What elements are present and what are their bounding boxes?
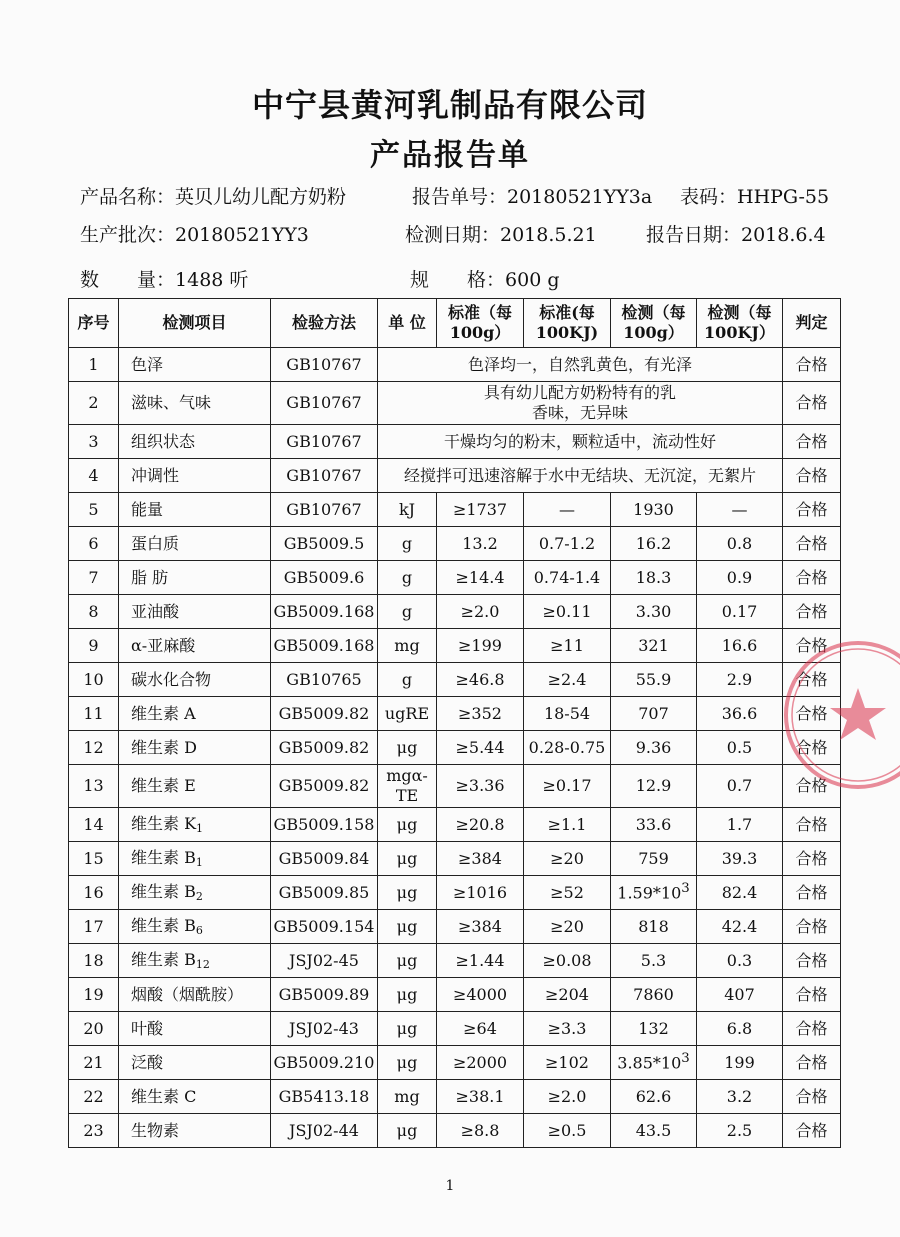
row-number: 16: [69, 876, 119, 910]
spec-value: 600 g: [505, 269, 560, 291]
standard-per-100g: ≥8.8: [437, 1114, 524, 1148]
table-row: [69, 697, 841, 731]
standard-per-100kj: ≥0.11: [524, 595, 611, 629]
row-number: 12: [69, 731, 119, 765]
standard-per-100kj: 0.74-1.4: [524, 561, 611, 595]
test-method: GB5009.168: [271, 595, 378, 629]
standard-per-100kj: ≥11: [524, 629, 611, 663]
test-per-100g-value: 759: [638, 848, 669, 868]
unit: mg: [378, 1080, 437, 1114]
test-per-100kj: 39.3: [697, 842, 783, 876]
test-item-subscript: 1: [195, 855, 203, 869]
requirement-text: 经搅拌可迅速溶解于水中无结块、无沉淀，无絮片: [403, 465, 756, 485]
table-row: [69, 629, 841, 663]
table-row: [69, 348, 841, 382]
requirement-text: 色泽均一，自然乳黄色，有光泽: [467, 354, 692, 374]
unit: μg: [378, 910, 437, 944]
requirement-description: [378, 425, 783, 459]
test-method: GB10767: [271, 459, 378, 493]
test-per-100g: [611, 697, 697, 731]
test-per-100g: [611, 1012, 697, 1046]
standard-per-100kj: 0.28-0.75: [524, 731, 611, 765]
test-per-100g-value: 3.30: [635, 601, 672, 621]
standard-per-100kj: ≥102: [524, 1046, 611, 1080]
requirement-description: [378, 348, 783, 382]
test-per-100g-value: 43.5: [635, 1120, 672, 1140]
specification: [410, 265, 559, 292]
production-batch: 生产批次：20180521YY3: [80, 224, 309, 246]
verdict: 合格: [783, 382, 841, 425]
test-per-100kj: 3.2: [697, 1080, 783, 1114]
standard-per-100g: ≥352: [437, 697, 524, 731]
test-per-100g-value: 7860: [633, 984, 674, 1004]
unit: μg: [378, 1012, 437, 1046]
row-number: 6: [69, 527, 119, 561]
standard-per-100g: ≥2000: [437, 1046, 524, 1080]
verdict: 合格: [783, 808, 841, 842]
test-per-100g-exponent: 3: [681, 1051, 690, 1067]
test-method: GB10765: [271, 663, 378, 697]
standard-per-100kj: —: [524, 493, 611, 527]
unit: μg: [378, 1114, 437, 1148]
spec-label: 规 格：: [410, 269, 506, 291]
standard-per-100kj: 0.7-1.2: [524, 527, 611, 561]
standard-per-100g: ≥14.4: [437, 561, 524, 595]
test-item: [119, 842, 271, 876]
table-row: [69, 382, 841, 425]
test-item-name: 蛋白质: [131, 533, 180, 553]
standard-per-100kj: ≥52: [524, 876, 611, 910]
test-item-name: 生物素: [131, 1120, 180, 1140]
test-per-100kj: 0.7: [697, 765, 783, 808]
requirement-text: 具有幼儿配方奶粉特有的乳: [483, 383, 676, 402]
test-per-100g-value: 132: [638, 1018, 669, 1038]
standard-per-100kj: ≥0.17: [524, 765, 611, 808]
row-number: 17: [69, 910, 119, 944]
test-item-name: 能量: [131, 499, 164, 519]
test-per-100g-exponent: 3: [681, 881, 690, 897]
test-item-name: 维生素 C: [131, 1086, 197, 1106]
unit: g: [378, 595, 437, 629]
standard-per-100kj: ≥2.0: [524, 1080, 611, 1114]
test-item-name: α-亚麻酸: [131, 635, 196, 655]
test-method: GB5009.168: [271, 629, 378, 663]
test-item-name: 维生素 A: [131, 703, 196, 723]
table-row: [69, 493, 841, 527]
header-no: 序号: [69, 299, 119, 348]
test-per-100g-value: 3.85*10: [617, 1053, 682, 1073]
header-std-100kj: 标准(每100KJ): [524, 299, 611, 348]
test-per-100kj: 0.9: [697, 561, 783, 595]
test-per-100kj: 42.4: [697, 910, 783, 944]
test-results-table: [68, 298, 841, 1148]
row-number: 4: [69, 459, 119, 493]
test-method: GB10767: [271, 425, 378, 459]
test-per-100kj: 199: [697, 1046, 783, 1080]
test-item-subscript: 2: [195, 889, 203, 903]
test-method: JSJ02-45: [271, 944, 378, 978]
header-unit: 单 位: [378, 299, 437, 348]
test-method: GB5009.154: [271, 910, 378, 944]
verdict: 合格: [783, 978, 841, 1012]
test-item-name: 维生素 E: [131, 776, 196, 795]
test-per-100g-value: 12.9: [635, 776, 672, 795]
test-per-100kj: 0.5: [697, 731, 783, 765]
table-row: [69, 561, 841, 595]
test-per-100g: [611, 527, 697, 561]
test-item-name: 维生素 D: [131, 737, 197, 757]
test-per-100g-value: 16.2: [635, 533, 672, 553]
verdict: 合格: [783, 1012, 841, 1046]
unit: g: [378, 527, 437, 561]
row-number: 1: [69, 348, 119, 382]
test-item: 组织状态: [119, 425, 271, 459]
unit: μg: [378, 1046, 437, 1080]
test-per-100g-value: 33.6: [635, 814, 672, 834]
unit: μg: [378, 876, 437, 910]
test-item: 滋味、气味: [119, 382, 271, 425]
test-per-100g: [611, 629, 697, 663]
test-per-100kj: 0.8: [697, 527, 783, 561]
verdict: 合格: [783, 1046, 841, 1080]
verdict: 合格: [783, 1114, 841, 1148]
test-per-100kj: 82.4: [697, 876, 783, 910]
test-method: GB5009.5: [271, 527, 378, 561]
table-row: [69, 910, 841, 944]
test-per-100g-value: 818: [638, 916, 669, 936]
test-per-100g: [611, 595, 697, 629]
test-per-100g: [611, 1114, 697, 1148]
unit: μg: [378, 808, 437, 842]
test-item: 冲调性: [119, 459, 271, 493]
standard-per-100kj: 18-54: [524, 697, 611, 731]
standard-per-100g: ≥1016: [437, 876, 524, 910]
test-per-100kj: 0.3: [697, 944, 783, 978]
test-per-100g-value: 18.3: [635, 567, 672, 587]
test-item: [119, 629, 271, 663]
requirement-text-line2: 香味，无异味: [531, 403, 628, 422]
test-per-100g-value: 55.9: [635, 669, 672, 689]
test-per-100kj: 2.9: [697, 663, 783, 697]
test-per-100g: [611, 978, 697, 1012]
row-number: 7: [69, 561, 119, 595]
test-item-name: 维生素 B: [131, 915, 196, 935]
row-number: 23: [69, 1114, 119, 1148]
standard-per-100g: ≥384: [437, 910, 524, 944]
standard-per-100g: ≥38.1: [437, 1080, 524, 1114]
test-per-100kj: 6.8: [697, 1012, 783, 1046]
table-row: [69, 1046, 841, 1080]
test-per-100g: [611, 808, 697, 842]
test-per-100g: [611, 1080, 697, 1114]
table-row: [69, 527, 841, 561]
form-code: 表码：HHPG-55: [680, 186, 830, 208]
verdict: 合格: [783, 765, 841, 808]
standard-per-100g: ≥64: [437, 1012, 524, 1046]
verdict: 合格: [783, 1080, 841, 1114]
table-row: [69, 663, 841, 697]
row-number: 20: [69, 1012, 119, 1046]
test-item: 色泽: [119, 348, 271, 382]
unit: ugRE: [378, 697, 437, 731]
standard-per-100kj: ≥0.5: [524, 1114, 611, 1148]
verdict: 合格: [783, 595, 841, 629]
table-row: [69, 595, 841, 629]
test-item: [119, 1046, 271, 1080]
verdict: 合格: [783, 842, 841, 876]
row-number: 18: [69, 944, 119, 978]
test-item-name: 脂 肪: [131, 567, 169, 587]
test-per-100kj: 1.7: [697, 808, 783, 842]
test-method: JSJ02-43: [271, 1012, 378, 1046]
test-per-100kj: 0.17: [697, 595, 783, 629]
test-item: [119, 595, 271, 629]
header-item: 检测项目: [119, 299, 271, 348]
standard-per-100g: ≥199: [437, 629, 524, 663]
test-item: [119, 1012, 271, 1046]
test-item-name: 碳水化合物: [131, 669, 212, 689]
document-title: 产品报告单: [370, 138, 530, 173]
test-item: [119, 697, 271, 731]
test-item-name: 维生素 B: [131, 847, 196, 867]
standard-per-100g: ≥20.8: [437, 808, 524, 842]
report-number: 报告单号：20180521YY3a: [412, 186, 653, 208]
test-item: [119, 493, 271, 527]
test-per-100g-value: 707: [638, 703, 669, 723]
test-per-100g: [611, 765, 697, 808]
test-per-100g: [611, 1046, 697, 1080]
header-test-100kj: 检测（每100KJ）: [697, 299, 783, 348]
row-number: 19: [69, 978, 119, 1012]
test-per-100g: [611, 910, 697, 944]
test-per-100g-value: 62.6: [635, 1086, 672, 1106]
unit: g: [378, 663, 437, 697]
verdict: 合格: [783, 731, 841, 765]
header-std-100g: 标准（每100g）: [437, 299, 524, 348]
unit: μg: [378, 842, 437, 876]
test-item-subscript: 1: [196, 821, 204, 835]
product-name: 产品名称：英贝儿幼儿配方奶粉: [80, 186, 347, 208]
unit: μg: [378, 978, 437, 1012]
table-row: [69, 765, 841, 808]
table-row: [69, 1080, 841, 1114]
test-method: GB5009.82: [271, 765, 378, 808]
standard-per-100g: ≥3.36: [437, 765, 524, 808]
row-number: 13: [69, 765, 119, 808]
test-per-100kj: —: [697, 493, 783, 527]
test-per-100g-value: 321: [638, 635, 669, 655]
table-row: [69, 876, 841, 910]
verdict: 合格: [783, 697, 841, 731]
test-per-100kj: 36.6: [697, 697, 783, 731]
standard-per-100g: ≥1737: [437, 493, 524, 527]
standard-per-100kj: ≥204: [524, 978, 611, 1012]
verdict: 合格: [783, 944, 841, 978]
test-item-name: 维生素 B: [131, 881, 196, 901]
test-per-100g: [611, 561, 697, 595]
test-per-100g: [611, 842, 697, 876]
table-row: [69, 459, 841, 493]
row-number: 9: [69, 629, 119, 663]
test-per-100kj: 2.5: [697, 1114, 783, 1148]
row-number: 2: [69, 382, 119, 425]
test-method: GB5009.210: [271, 1046, 378, 1080]
test-item-name: 烟酸（烟酰胺）: [131, 984, 244, 1004]
unit: mgα-TE: [378, 765, 437, 808]
verdict: 合格: [783, 425, 841, 459]
unit: μg: [378, 731, 437, 765]
test-item: [119, 663, 271, 697]
standard-per-100g: ≥384: [437, 842, 524, 876]
requirement-text: 干燥均匀的粉末，颗粒适中，流动性好: [443, 431, 716, 451]
standard-per-100kj: ≥20: [524, 842, 611, 876]
verdict: 合格: [783, 629, 841, 663]
row-number: 15: [69, 842, 119, 876]
test-method: JSJ02-44: [271, 1114, 378, 1148]
verdict: 合格: [783, 910, 841, 944]
test-per-100g: [611, 493, 697, 527]
test-method: GB5009.6: [271, 561, 378, 595]
standard-per-100g: ≥1.44: [437, 944, 524, 978]
test-per-100g: [611, 731, 697, 765]
test-per-100g: [611, 944, 697, 978]
standard-per-100kj: ≥1.1: [524, 808, 611, 842]
table-row: [69, 978, 841, 1012]
test-item: [119, 910, 271, 944]
test-item: [119, 944, 271, 978]
test-item: [119, 1080, 271, 1114]
table-row: [69, 731, 841, 765]
company-name: 中宁县黄河乳制品有限公司: [251, 86, 648, 124]
test-method: GB10767: [271, 382, 378, 425]
test-per-100kj: 407: [697, 978, 783, 1012]
test-item: [119, 731, 271, 765]
verdict: 合格: [783, 459, 841, 493]
test-method: GB5009.82: [271, 731, 378, 765]
page-number: 1: [445, 1178, 455, 1194]
row-number: 10: [69, 663, 119, 697]
test-item: [119, 561, 271, 595]
test-date: 检测日期：2018.5.21: [405, 224, 597, 246]
row-number: 5: [69, 493, 119, 527]
verdict: 合格: [783, 527, 841, 561]
test-per-100kj: 16.6: [697, 629, 783, 663]
row-number: 21: [69, 1046, 119, 1080]
quantity: [80, 265, 248, 292]
test-method: GB5009.89: [271, 978, 378, 1012]
test-item: [119, 808, 271, 842]
test-per-100g-value: 1.59*10: [617, 883, 682, 903]
standard-per-100kj: ≥0.08: [524, 944, 611, 978]
row-number: 22: [69, 1080, 119, 1114]
standard-per-100g: 13.2: [437, 527, 524, 561]
test-item-subscript: 6: [195, 923, 203, 937]
test-method: GB5009.84: [271, 842, 378, 876]
header-method: 检验方法: [271, 299, 378, 348]
test-item-name: 维生素 B: [131, 949, 196, 969]
unit: mg: [378, 629, 437, 663]
test-per-100g-value: 1930: [633, 499, 674, 519]
test-per-100g: [611, 876, 697, 910]
test-method: GB5413.18: [271, 1080, 378, 1114]
table-body: [69, 348, 841, 1148]
unit: kJ: [378, 493, 437, 527]
standard-per-100kj: ≥20: [524, 910, 611, 944]
verdict: 合格: [783, 876, 841, 910]
test-method: GB10767: [271, 348, 378, 382]
requirement-description: [378, 382, 783, 425]
requirement-description: [378, 459, 783, 493]
header-verdict: 判定: [783, 299, 841, 348]
test-item: [119, 978, 271, 1012]
table-row: [69, 808, 841, 842]
test-method: GB10767: [271, 493, 378, 527]
test-item: [119, 1114, 271, 1148]
test-item-name: 泛酸: [131, 1052, 164, 1072]
test-item-subscript: 12: [195, 957, 210, 971]
table-row: [69, 425, 841, 459]
verdict: 合格: [783, 561, 841, 595]
row-number: 3: [69, 425, 119, 459]
table-row: [69, 842, 841, 876]
quantity-value: 1488 听: [175, 269, 249, 291]
test-item: [119, 527, 271, 561]
table-header-row: [69, 299, 841, 348]
header-test-100g: 检测（每100g）: [611, 299, 697, 348]
verdict: 合格: [783, 663, 841, 697]
test-item-name: 叶酸: [131, 1018, 164, 1038]
test-per-100g: [611, 663, 697, 697]
verdict: 合格: [783, 493, 841, 527]
standard-per-100kj: ≥2.4: [524, 663, 611, 697]
standard-per-100kj: ≥3.3: [524, 1012, 611, 1046]
table-row: [69, 1114, 841, 1148]
table-row: [69, 944, 841, 978]
report-date: 报告日期：2018.6.4: [646, 224, 826, 246]
standard-per-100g: ≥46.8: [437, 663, 524, 697]
standard-per-100g: ≥4000: [437, 978, 524, 1012]
test-method: GB5009.158: [271, 808, 378, 842]
standard-per-100g: ≥2.0: [437, 595, 524, 629]
standard-per-100g: ≥5.44: [437, 731, 524, 765]
quantity-label: 数 量：: [80, 269, 176, 291]
test-item: [119, 876, 271, 910]
test-item: [119, 765, 271, 808]
table-row: [69, 1012, 841, 1046]
test-item-name: 维生素 K: [131, 813, 197, 833]
row-number: 8: [69, 595, 119, 629]
test-per-100g-value: 9.36: [635, 737, 672, 757]
test-item-name: 亚油酸: [131, 601, 180, 621]
unit: g: [378, 561, 437, 595]
verdict: 合格: [783, 348, 841, 382]
test-method: GB5009.82: [271, 697, 378, 731]
unit: μg: [378, 944, 437, 978]
test-per-100g-value: 5.3: [640, 950, 667, 970]
row-number: 14: [69, 808, 119, 842]
test-method: GB5009.85: [271, 876, 378, 910]
row-number: 11: [69, 697, 119, 731]
